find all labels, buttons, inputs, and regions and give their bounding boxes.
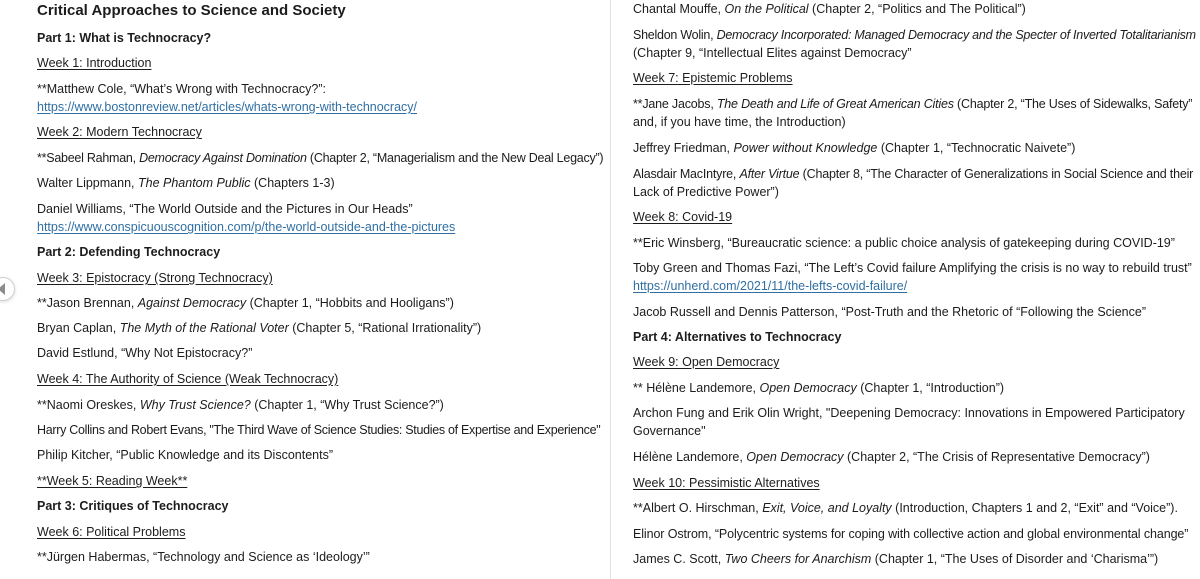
chapter: (Chapters 1-3) xyxy=(250,176,335,190)
week-5-heading: **Week 5: Reading Week** xyxy=(37,474,188,488)
chapter: (Chapter 2, “Politics and The Political”) xyxy=(808,2,1026,16)
reading-rahman xyxy=(37,149,603,167)
reading-fung: Archon Fung and Erik Olin Wright, "Deepening Democracy: Innovations in Empowered Participatory xyxy=(633,406,1185,420)
chapter: (Introduction, Chapters 1 and 2, “Exit” and “Voice”). xyxy=(891,501,1178,515)
reading-hirschman xyxy=(633,499,1178,517)
week-3-heading: Week 3: Epistocracy (Strong Technocracy) xyxy=(37,271,273,285)
green-link[interactable]: https://unherd.com/2021/11/the-lefts-covid-failure/ xyxy=(633,279,908,293)
reading-wolin-chapter: (Chapter 9, “Intellectual Elites against Democracy” xyxy=(633,46,912,60)
part-3-heading: Part 3: Critiques of Technocracy xyxy=(37,499,229,513)
reading-ostrom: Elinor Ostrom, “Polycentric systems for coping with collective action and global environmental change” xyxy=(633,527,1189,541)
reading-oreskes xyxy=(37,396,444,414)
part-1-heading: Part 1: What is Technocracy? xyxy=(37,31,212,45)
book-title: Power without Knowledge xyxy=(733,141,878,155)
book-title: On the Political xyxy=(724,2,809,16)
reading-macintyre xyxy=(633,165,1193,183)
reading-landemore-1 xyxy=(633,379,1004,397)
chapter: (Chapter 1, “The Uses of Disorder and ‘Charisma’”) xyxy=(871,552,1159,566)
chapter: (Chapter 2, “Managerialism and the New Deal Legacy”) xyxy=(306,151,604,165)
reading-scott xyxy=(633,550,1158,568)
week-7-heading: Week 7: Epistemic Problems xyxy=(633,71,793,85)
book-title: Democracy Incorporated: Managed Democracy and the Specter of Inverted Totalitarianism xyxy=(716,28,1196,42)
book-title: The Myth of the Rational Voter xyxy=(119,321,289,335)
book-title: Why Trust Science? xyxy=(139,398,251,412)
reading-brennan xyxy=(37,294,454,312)
week-8-heading: Week 8: Covid-19 xyxy=(633,210,733,224)
author: **Naomi Oreskes, xyxy=(37,398,140,412)
chapter: (Chapter 1, “Introduction”) xyxy=(856,381,1005,395)
previous-page-button[interactable] xyxy=(0,277,15,301)
part-2-heading: Part 2: Defending Technocracy xyxy=(37,245,221,259)
reading-wolin xyxy=(633,26,1196,44)
chapter: (Chapter 5, “Rational Irrationality”) xyxy=(288,321,482,335)
author: **Sabeel Rahman, xyxy=(37,151,140,165)
author: Walter Lippmann, xyxy=(37,176,138,190)
reading-macintyre-cont: Lack of Predictive Power”) xyxy=(633,185,779,199)
week-6-heading: Week 6: Political Problems xyxy=(37,525,186,539)
week-1-heading: Week 1: Introduction xyxy=(37,56,152,70)
author: Bryan Caplan, xyxy=(37,321,120,335)
book-title: The Death and Life of Great American Cities xyxy=(716,97,954,111)
week-10-heading: Week 10: Pessimistic Alternatives xyxy=(633,476,820,490)
book-title: Two Cheers for Anarchism xyxy=(724,552,872,566)
cole-link[interactable]: https://www.bostonreview.net/articles/whats-wrong-with-technocracy/ xyxy=(37,100,418,114)
right-page xyxy=(611,0,1200,579)
author: James C. Scott, xyxy=(633,552,725,566)
chapter: (Chapter 1, “Technocratic Naivete”) xyxy=(877,141,1076,155)
reading-green: Toby Green and Thomas Fazi, “The Left’s Covid failure Amplifying the crisis is no way to rebuild trust” xyxy=(633,261,1192,275)
book-title: Against Democracy xyxy=(137,296,247,310)
reading-habermas: **Jürgen Habermas, “Technology and Science as ‘Ideology’” xyxy=(37,550,370,564)
reading-russell: Jacob Russell and Dennis Patterson, “Post-Truth and the Rhetoric of “Following the Science” xyxy=(633,305,1146,319)
chapter: (Chapter 8, “The Character of Generalizations in Social Science and their xyxy=(799,167,1194,181)
author: Alasdair MacIntyre, xyxy=(633,167,740,181)
book-title: Democracy Against Domination xyxy=(139,151,307,165)
reading-collins: Harry Collins and Robert Evans, "The Third Wave of Science Studies: Studies of Expertise and Experience" xyxy=(37,423,601,437)
reading-friedman xyxy=(633,139,1075,157)
williams-link[interactable]: https://www.conspicuouscognition.com/p/the-world-outside-and-the-pictures xyxy=(37,220,456,234)
chapter: (Chapter 2, “The Crisis of Representative Democracy”) xyxy=(843,450,1150,464)
document-title: Critical Approaches to Science and Society xyxy=(37,2,346,19)
book-title: After Virtue xyxy=(739,167,800,181)
book-title: Open Democracy xyxy=(759,381,857,395)
part-4-heading: Part 4: Alternatives to Technocracy xyxy=(633,330,842,344)
book-title: The Phantom Public xyxy=(137,176,251,190)
author: Sheldon Wolin, xyxy=(633,28,717,42)
reading-landemore-2 xyxy=(633,448,1150,466)
chapter: (Chapter 1, “Hobbits and Hooligans”) xyxy=(246,296,454,310)
author: Chantal Mouffe, xyxy=(633,2,725,16)
week-4-heading: Week 4: The Authority of Science (Weak Technocracy) xyxy=(37,372,339,386)
author: Jeffrey Friedman, xyxy=(633,141,734,155)
week-2-heading: Week 2: Modern Technocracy xyxy=(37,125,202,139)
reading-jacobs xyxy=(633,95,1192,113)
reading-mouffe xyxy=(633,0,1026,18)
chevron-left-icon xyxy=(0,283,5,295)
reading-caplan xyxy=(37,319,481,337)
author: **Jane Jacobs, xyxy=(633,97,717,111)
book-title: Exit, Voice, and Loyalty xyxy=(762,501,892,515)
book-title: Open Democracy xyxy=(746,450,844,464)
reading-fung-cont: Governance" xyxy=(633,424,706,438)
author: ** Hélène Landemore, xyxy=(633,381,760,395)
author: **Jason Brennan, xyxy=(37,296,138,310)
reading-estlund: David Estlund, “Why Not Epistocracy?” xyxy=(37,346,253,360)
reading-kitcher: Philip Kitcher, “Public Knowledge and its Discontents” xyxy=(37,448,333,462)
reading-lippmann xyxy=(37,174,335,192)
author: **Albert O. Hirschman, xyxy=(633,501,763,515)
reading-winsberg: **Eric Winsberg, “Bureaucratic science: a public choice analysis of gatekeeping during COVID-19” xyxy=(633,236,1175,250)
chapter: (Chapter 1, “Why Trust Science?”) xyxy=(250,398,444,412)
reading-jacobs-note: and, if you have time, the Introduction) xyxy=(633,115,846,129)
reading-williams: Daniel Williams, “The World Outside and the Pictures in Our Heads” xyxy=(37,202,413,216)
chapter: (Chapter 2, “The Uses of Sidewalks, Safety” xyxy=(953,97,1193,111)
week-9-heading: Week 9: Open Democracy xyxy=(633,355,780,369)
reading-cole: **Matthew Cole, “What’s Wrong with Technocracy?”: xyxy=(37,82,327,96)
author: Hélène Landemore, xyxy=(633,450,747,464)
